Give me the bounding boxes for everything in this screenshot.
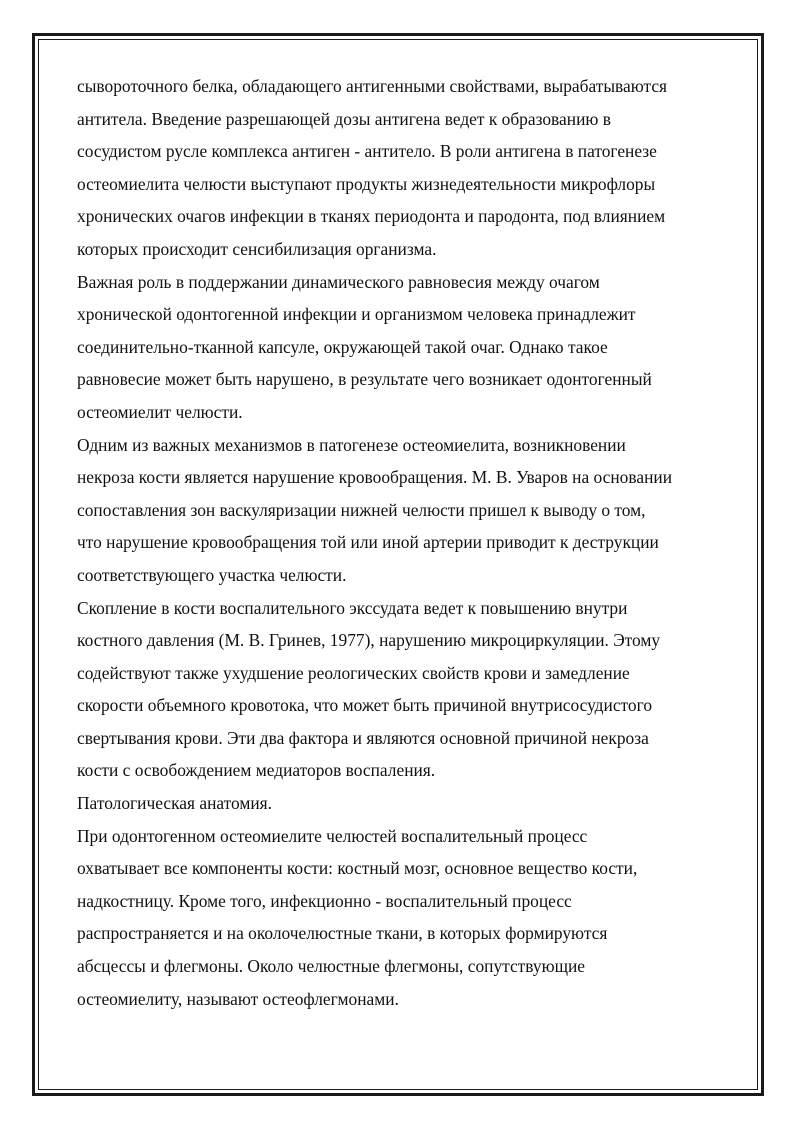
text-line-29: остеомиелиту, называют остеофлегмонами. [77,988,399,1009]
text-line-15: что нарушение кровообращения той или иной артерии приводит к деструкции [77,532,659,553]
text-line-27: распространяется и на околочелюстные ткани, в которых формируются [77,923,608,944]
text-line-18: костного давления (М. В. Гринев, 1977), нарушению микроциркуляции. Этому [77,630,661,651]
text-line-4: остеомиелита челюсти выступают продукты жизнедеятельности микрофлоры [77,173,656,194]
section-heading: Патологическая анатомия. [77,793,273,814]
document-body [77,70,727,1015]
text-line-5: хронических очагов инфекции в тканях периодонта и пародонта, под влиянием [77,206,666,227]
text-line-20: скорости объемного кровотока, что может быть причиной внутрисосудистого [77,695,653,716]
text-line-14: сопоставления зон васкуляризации нижней челюсти пришел к выводу о том, [77,499,646,520]
text-line-2: антитела. Введение разрешающей дозы антигена ведет к образованию в [77,108,611,129]
text-line-10: равновесие может быть нарушено, в результате чего возникает одонтогенный [77,369,652,390]
text-line-22: кости с освобождением медиаторов воспаления. [77,760,436,781]
text-line-9: соединительно-тканной капсуле, окружающей такой очаг. Однако такое [77,336,608,357]
text-line-7: Важная роль в поддержании динамического равновесия между очагом [77,271,600,292]
text-line-24: При одонтогенном остеомиелите челюстей воспалительный процесс [77,825,588,846]
text-line-19: содействуют также ухудшение реологических свойств крови и замедление [77,662,630,683]
text-line-3: сосудистом русле комплекса антиген - антитело. В роли антигена в патогенезе [77,141,657,162]
text-line-25: охватывает все компоненты кости: костный мозг, основное вещество кости, [77,858,638,879]
text-line-11: остеомиелит челюсти. [77,401,243,422]
text-line-26: надкостницу. Кроме того, инфекционно - воспалительный процесс [77,890,572,911]
text-line-12: Одним из важных механизмов в патогенезе остеомиелита, возникновении [77,434,626,455]
text-line-13: некроза кости является нарушение кровообращения. М. В. Уваров на основании [77,467,672,488]
text-line-8: хронической одонтогенной инфекции и организмом человека принадлежит [77,304,636,325]
text-line-17: Скопление в кости воспалительного экссудата ведет к повышению внутри [77,597,628,618]
text-line-6: которых происходит сенсибилизация организма. [77,238,437,259]
text-line-16: соответствующего участка челюсти. [77,564,347,585]
text-line-1: сывороточного белка, обладающего антигенными свойствами, вырабатываются [77,76,668,96]
text-line-28: абсцессы и флегмоны. Около челюстные флегмоны, сопутствующие [77,956,586,977]
text-line-21: свертывания крови. Эти два фактора и являются основной причиной некроза [77,727,649,748]
